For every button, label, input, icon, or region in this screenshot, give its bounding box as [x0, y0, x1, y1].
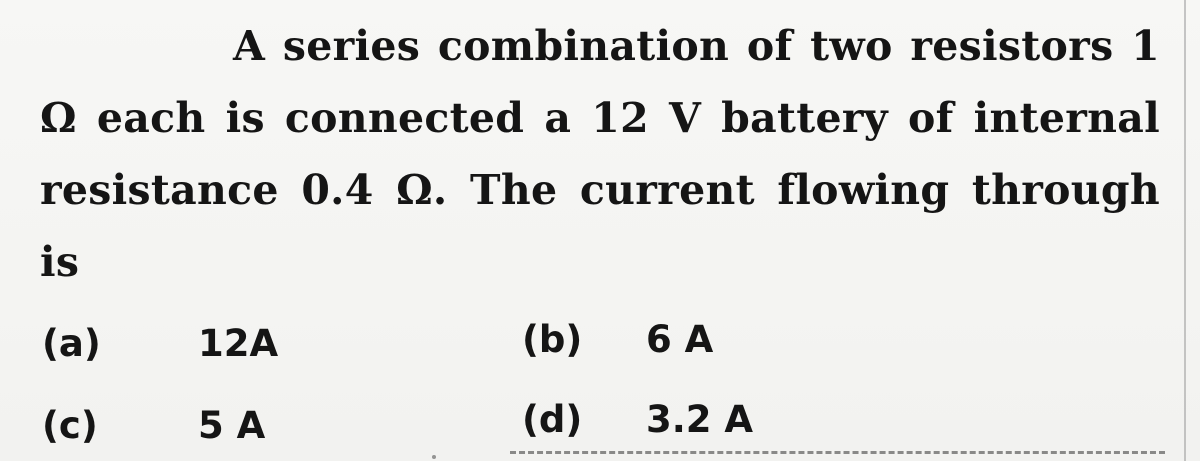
option-c[interactable]	[42, 404, 266, 447]
bottom-divider	[510, 451, 1165, 454]
question-text: A series combination of two resistors 1 Ω each is connected a 12 V battery of internal resistance 0.4 Ω. The current flowing through is	[40, 22, 1160, 286]
option-b-label: (b)	[522, 318, 583, 361]
ink-speck	[432, 455, 436, 459]
option-a-value: 12A	[198, 322, 279, 365]
option-c-label: (c)	[42, 404, 98, 447]
option-b[interactable]	[522, 318, 714, 361]
option-c-value: 5 A	[198, 404, 266, 447]
option-d[interactable]	[522, 398, 754, 441]
page-edge-line	[1184, 0, 1186, 461]
option-d-value: 3.2 A	[646, 398, 754, 441]
option-b-value: 6 A	[646, 318, 714, 361]
option-a[interactable]	[42, 322, 279, 365]
option-d-label: (d)	[522, 398, 583, 441]
option-a-label: (a)	[42, 322, 101, 365]
